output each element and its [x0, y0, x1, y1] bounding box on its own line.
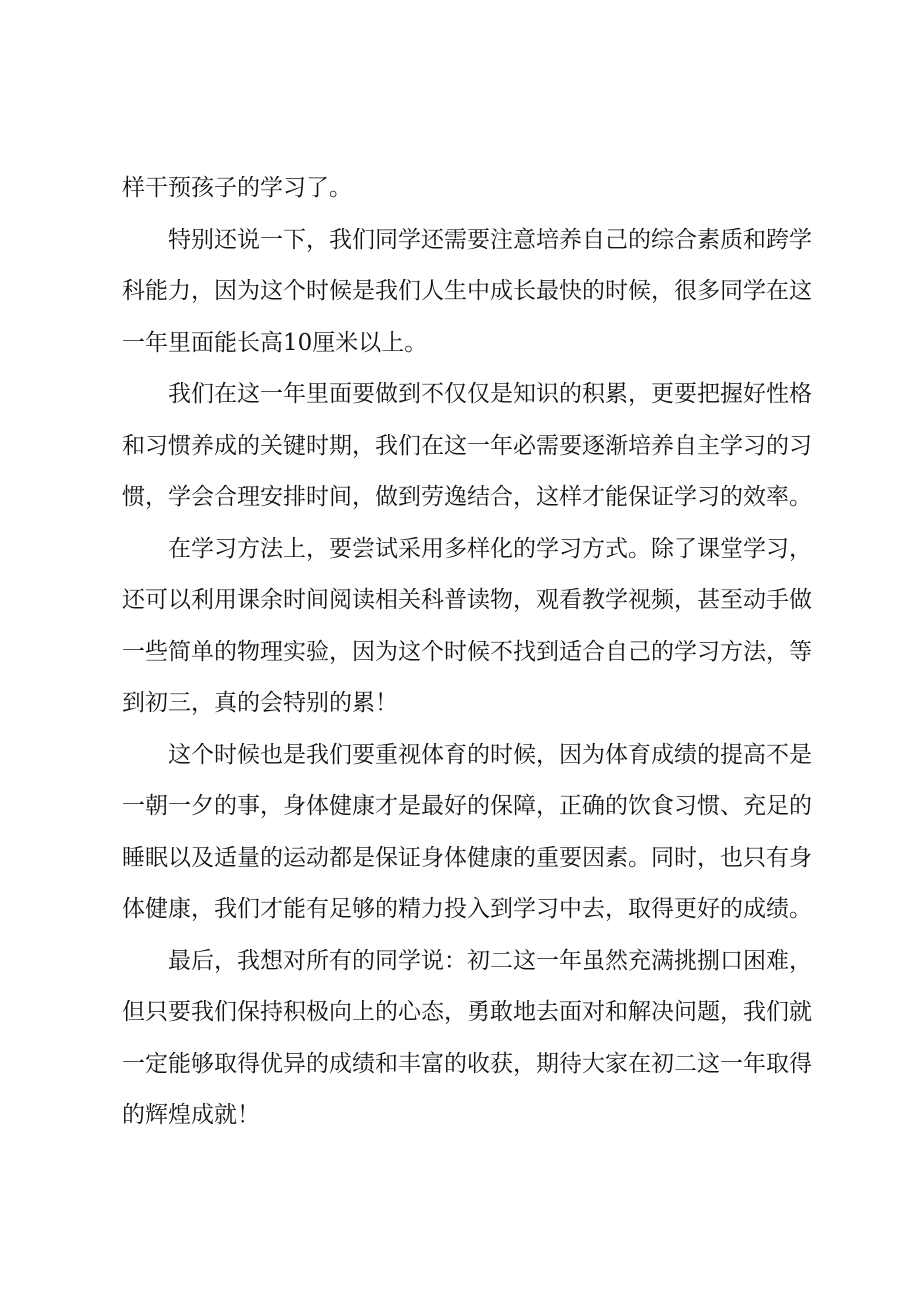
paragraph-comprehensive-skills: 特别还说一下，我们同学还需要注意培养自己的综合素质和跨学科能力，因为这个时候是我们人生中成长最快的时候，很多同学在这一年里面能长高10厘米以上。: [122, 226, 812, 356]
document-body: [122, 163, 812, 1142]
paragraph-study-habits: 我们在这一年里面要做到不仅仅是知识的积累，更要把握好性格和习惯养成的关键时期，我们在这一年必需要逐渐培养自主学习的习惯，学会合理安排时间，做到劳逸结合，这样才能保证学习的效率。: [122, 381, 812, 510]
paragraph-continuation: 样干预孩子的学习了。: [122, 175, 352, 201]
paragraph-physical-health: 这个时候也是我们要重视体育的时候，因为体育成绩的提高不是一朝一夕的事，身体健康才是最好的保障，正确的饮食习惯、充足的睡眠以及适量的运动都是保证身体健康的重要因素。同时，也只有身体健康，我们才能有足够的精力投入到学习中去，取得更好的成绩。: [122, 741, 812, 922]
paragraph-study-methods: 在学习方法上，要尝试采用多样化的学习方式。除了课堂学习，还可以利用课余时间阅读相关科普读物，观看教学视频，甚至动手做一些简单的物理实验，因为这个时候不找到适合自己的学习方法，等到初三，真的会特别的累！: [122, 535, 812, 716]
paragraph-conclusion: 最后，我想对所有的同学说：初二这一年虽然充满挑捌口困难，但只要我们保持积极向上的心态，勇敢地去面对和解决问题，我们就一定能够取得优异的成绩和丰富的收获，期待大家在初二这一年取得的辉煌成就！: [122, 947, 812, 1128]
